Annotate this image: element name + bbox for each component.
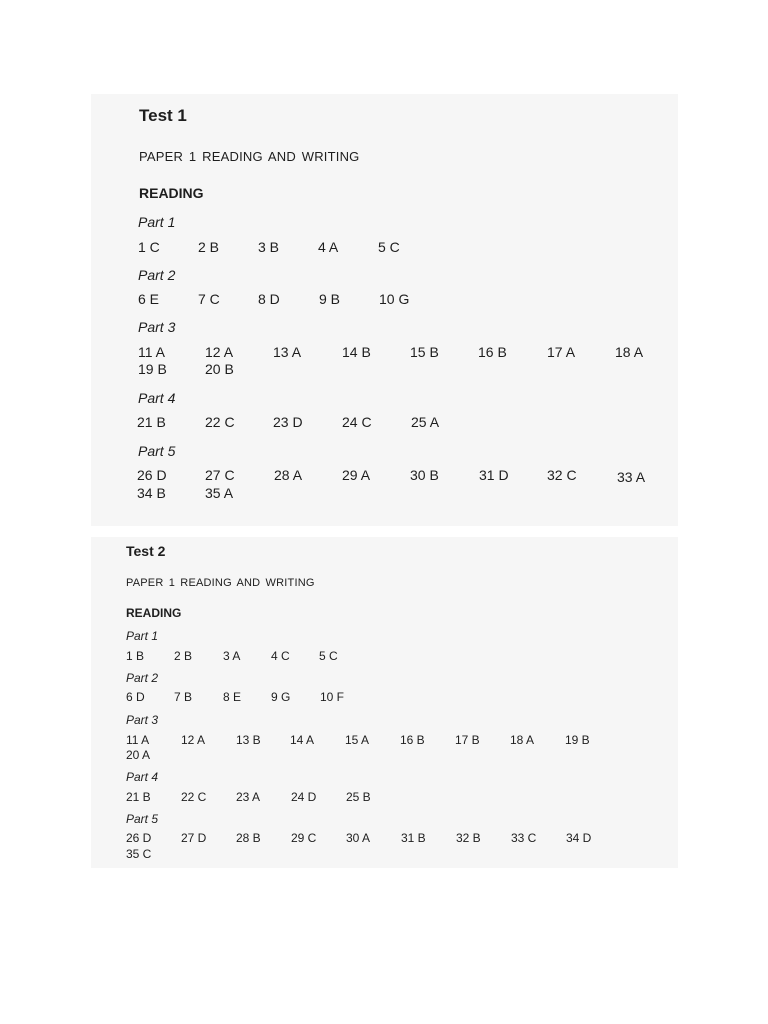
paper-heading: PAPER 1 READING AND WRITING: [126, 577, 315, 589]
answer: 23 D: [273, 414, 303, 430]
answer: 15 B: [410, 344, 439, 360]
answer: 6 E: [138, 291, 160, 307]
answer: 4 A: [318, 239, 339, 255]
answer: 9 G: [271, 690, 291, 704]
answer: 19 B: [138, 361, 167, 377]
answer: 34 D: [566, 831, 592, 845]
answer: 5 C: [319, 649, 338, 663]
test-title: Test 1: [139, 106, 187, 125]
answer: 27 D: [181, 831, 207, 845]
part-label: Part 2: [138, 267, 176, 283]
answer: 22 C: [205, 414, 235, 430]
part-label: Part 3: [138, 319, 176, 335]
answer: 24 D: [291, 790, 317, 804]
answer: 3 B: [258, 239, 280, 255]
answer: 12 A: [181, 733, 206, 747]
answer: 17 B: [455, 733, 480, 747]
answer: 32 C: [547, 467, 577, 483]
answer: 21 B: [137, 414, 166, 430]
answer: 2 B: [174, 649, 193, 663]
part-label: Part 3: [126, 713, 159, 727]
answer: 14 A: [290, 733, 315, 747]
answer: 18 A: [510, 733, 535, 747]
part-label: Part 2: [126, 671, 159, 685]
answer: 1 C: [138, 239, 160, 255]
answer: 20 B: [205, 361, 234, 377]
paper-heading: PAPER 1 READING AND WRITING: [139, 149, 360, 164]
answer: 1 B: [126, 649, 145, 663]
answer: 31 D: [479, 467, 509, 483]
answer: 14 B: [342, 344, 371, 360]
answer: 8 D: [258, 291, 280, 307]
part-label: Part 4: [126, 770, 159, 784]
answer: 29 C: [291, 831, 317, 845]
answer: 5 C: [378, 239, 400, 255]
answer: 22 C: [181, 790, 207, 804]
part-label: Part 5: [126, 812, 159, 826]
answer: 10 F: [320, 690, 345, 704]
answer: 4 C: [271, 649, 290, 663]
answer: 26 D: [137, 467, 167, 483]
answer: 7 C: [198, 291, 220, 307]
answer: 33 C: [511, 831, 537, 845]
answer: 10 G: [379, 291, 410, 307]
answer: 25 A: [411, 414, 440, 430]
answer: 24 C: [342, 414, 372, 430]
test-title: Test 2: [126, 543, 166, 559]
answer: 30 B: [410, 467, 439, 483]
answer: 2 B: [198, 239, 220, 255]
answer: 18 A: [615, 344, 644, 360]
answer: 17 A: [547, 344, 576, 360]
answer: 33 A: [617, 469, 646, 485]
answer: 7 B: [174, 690, 193, 704]
answer: 20 A: [126, 748, 151, 762]
answer: 11 A: [138, 344, 165, 360]
answer: 13 B: [236, 733, 261, 747]
answer: 11 A: [126, 733, 150, 747]
answer: 15 A: [345, 733, 370, 747]
test-2-panel: [91, 537, 678, 868]
part-label: Part 1: [126, 629, 159, 643]
answer: 23 A: [236, 790, 261, 804]
answer: 32 B: [456, 831, 481, 845]
test-1-panel: [91, 94, 678, 526]
answer: 28 B: [236, 831, 261, 845]
part-label: Part 1: [138, 214, 176, 230]
answer: 3 A: [223, 649, 241, 663]
answer: 26 D: [126, 831, 152, 845]
answer: 19 B: [565, 733, 590, 747]
answer: 35 C: [126, 847, 152, 861]
answer: 16 B: [400, 733, 425, 747]
answer: 30 A: [346, 831, 371, 845]
section-heading: READING: [126, 606, 182, 620]
answer: 31 B: [401, 831, 426, 845]
answer: 29 A: [342, 467, 371, 483]
answer: 9 B: [319, 291, 341, 307]
answer: 34 B: [137, 485, 166, 501]
part-label: Part 4: [138, 390, 176, 406]
answer: 21 B: [126, 790, 151, 804]
answer: 12 A: [205, 344, 234, 360]
answer: 35 A: [205, 485, 234, 501]
answer: 16 B: [478, 344, 507, 360]
answer: 27 C: [205, 467, 235, 483]
answer: 13 A: [273, 344, 302, 360]
answer: 28 A: [274, 467, 303, 483]
section-heading: READING: [139, 185, 204, 201]
answer: 8 E: [223, 690, 242, 704]
answer: 6 D: [126, 690, 145, 704]
part-label: Part 5: [138, 443, 176, 459]
answer: 25 B: [346, 790, 371, 804]
